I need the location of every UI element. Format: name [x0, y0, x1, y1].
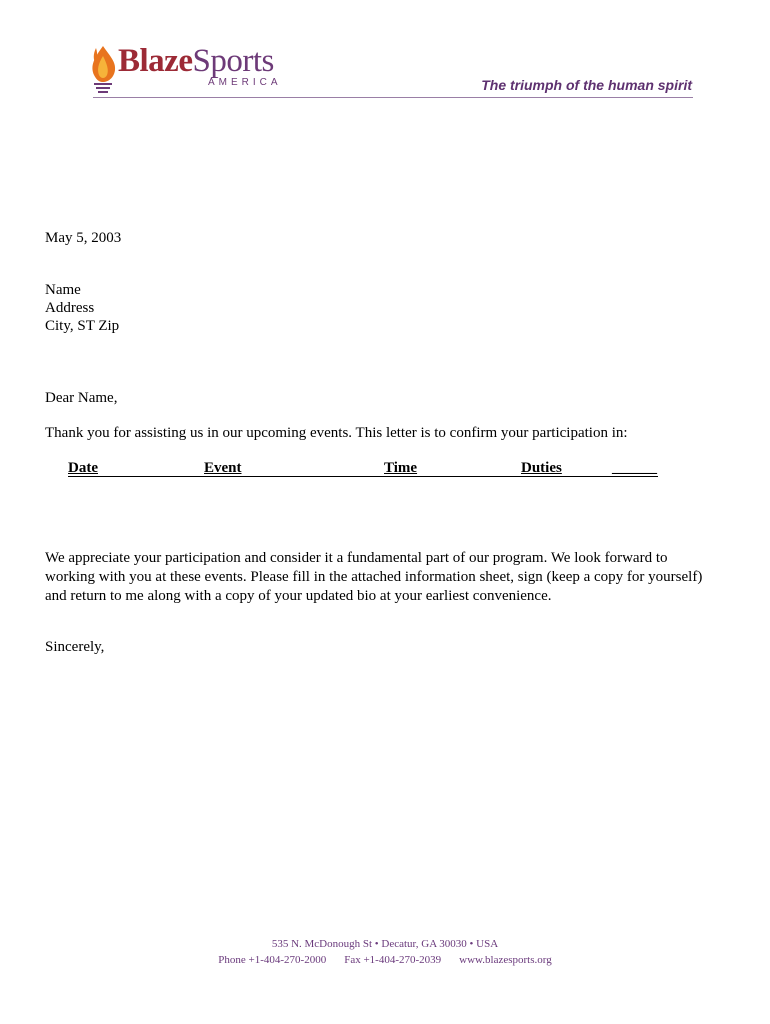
tagline: The triumph of the human spirit — [481, 77, 692, 93]
table-header-blank: ______ — [612, 460, 657, 476]
table-header-event: Event — [204, 460, 242, 476]
brand-america: AMERICA — [208, 77, 282, 88]
brand-blaze: Blaze — [118, 43, 193, 79]
brand-logo — [88, 40, 298, 96]
recipient-city: City, ST Zip — [45, 318, 120, 334]
table-header-date: Date — [68, 460, 98, 476]
intro-line: Thank you for assisting us in our upcoming events. This letter is to confirm your participation in: — [45, 425, 628, 441]
header-rule — [93, 97, 693, 98]
footer-website[interactable]: www.blazesports.org — [459, 954, 552, 966]
brand-name — [118, 42, 274, 80]
recipient-address-block — [45, 281, 119, 335]
flame-icon — [88, 44, 118, 94]
table-header-duties: Duties — [521, 460, 562, 476]
closing: Sincerely, — [45, 639, 105, 655]
recipient-name: Name — [45, 282, 81, 298]
table-header-underline — [68, 476, 658, 477]
brand-sports: Sports — [192, 43, 274, 79]
footer-fax: Fax +1-404-270-2039 — [344, 954, 442, 966]
recipient-address: Address — [45, 300, 95, 316]
body-line-1: We appreciate your participation and consider it a fundamental part of our program. We look forward to — [45, 550, 668, 566]
footer-contact — [0, 954, 770, 966]
footer-phone: Phone +1-404-270-2000 — [218, 954, 327, 966]
body-line-3: and return to me along with a copy of your updated bio at your earliest convenience. — [45, 588, 552, 604]
letter-date: May 5, 2003 — [45, 230, 122, 246]
salutation: Dear Name, — [45, 390, 118, 406]
body-line-2: working with you at these events. Please fill in the attached information sheet, sign (keep a copy for yourself) — [45, 569, 703, 585]
body-paragraph — [45, 549, 735, 606]
table-header-time: Time — [384, 460, 418, 476]
footer-address: 535 N. McDonough St • Decatur, GA 30030 • USA — [271, 938, 499, 950]
